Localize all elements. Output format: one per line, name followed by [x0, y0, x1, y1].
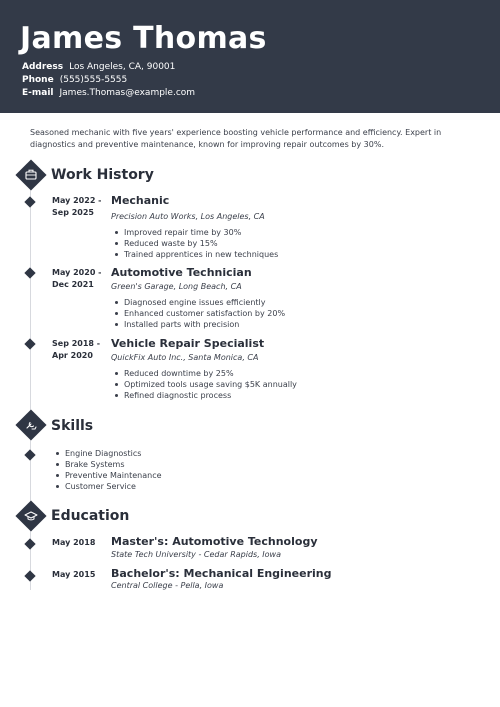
job-company: Precision Auto Works, Los Angeles, CA — [111, 212, 265, 221]
contact-phone — [22, 74, 127, 86]
wrench-hand-icon — [15, 409, 46, 440]
contact-email — [22, 87, 195, 99]
job-date-start: Sep 2018 - — [52, 339, 101, 348]
education-school: Central College - Pella, Iowa — [111, 581, 224, 590]
timeline-marker — [24, 196, 35, 207]
job-date-start: May 2020 - — [52, 268, 102, 277]
list-item: Diagnosed engine issues efficiently — [124, 297, 285, 308]
list-item: Installed parts with precision — [124, 319, 285, 330]
timeline-marker — [24, 570, 35, 581]
timeline-marker — [24, 267, 35, 278]
timeline-marker — [24, 538, 35, 549]
job-title: Mechanic — [111, 194, 170, 207]
list-item: Engine Diagnostics — [65, 448, 162, 459]
job-bullets — [124, 368, 297, 401]
list-item: Optimized tools usage saving $5K annually — [124, 380, 297, 389]
list-item: Reduced downtime by 25% — [124, 368, 297, 379]
list-item: Brake Systems — [65, 459, 162, 470]
timeline-marker — [24, 338, 35, 349]
graduation-cap-icon — [15, 500, 46, 531]
contact-label: Phone — [22, 75, 54, 85]
briefcase-icon — [15, 159, 46, 190]
list-item: Reduced waste by 15% — [124, 238, 278, 249]
professional-summary: Seasoned mechanic with five years' experience boosting vehicle performance and efficiency. Expert in diagnostics and preventive maintenance, known for improving repair outcomes by 30%. — [30, 128, 442, 149]
education-degree: Master's: Automotive Technology — [111, 535, 318, 548]
education-degree: Bachelor's: Mechanical Engineering — [111, 567, 332, 580]
job-date-end: Apr 2020 — [52, 351, 93, 360]
list-item: Enhanced customer satisfaction by 20% — [124, 309, 286, 318]
list-item: Trained apprentices in new techniques — [124, 250, 279, 259]
job-date-end: Sep 2025 — [52, 208, 94, 217]
list-item: Refined diagnostic process — [124, 390, 297, 401]
job-bullets — [124, 297, 285, 330]
list-item: Customer Service — [65, 481, 162, 492]
timeline-marker — [24, 449, 35, 460]
job-date-end: Dec 2021 — [52, 280, 94, 289]
contact-address — [22, 61, 175, 73]
job-title: Vehicle Repair Specialist — [111, 337, 265, 350]
list-item: Improved repair time by 30% — [124, 227, 278, 238]
list-item: Preventive Maintenance — [65, 471, 162, 480]
education-school: State Tech University - Cedar Rapids, Iowa — [111, 550, 281, 559]
contact-value: (555)555-5555 — [59, 75, 128, 85]
contact-label: Address — [22, 62, 64, 72]
job-company: Green's Garage, Long Beach, CA — [111, 282, 242, 291]
contact-value[interactable]: James.Thomas@example.com — [59, 88, 196, 98]
job-title: Automotive Technician — [111, 266, 252, 279]
candidate-name: James Thomas — [20, 21, 267, 56]
section-title-education: Education — [51, 508, 130, 524]
contact-value: Los Angeles, CA, 90001 — [69, 62, 176, 72]
contact-label: E-mail — [22, 88, 54, 98]
resume-header — [0, 0, 500, 113]
job-company: QuickFix Auto Inc., Santa Monica, CA — [111, 353, 259, 362]
job-bullets — [124, 227, 278, 260]
section-title-skills: Skills — [51, 418, 94, 434]
section-title-work-history: Work History — [51, 167, 154, 183]
education-date: May 2015 — [52, 570, 96, 579]
education-date: May 2018 — [52, 538, 96, 547]
skills-list — [65, 448, 162, 492]
job-date-start: May 2022 - — [52, 196, 102, 205]
